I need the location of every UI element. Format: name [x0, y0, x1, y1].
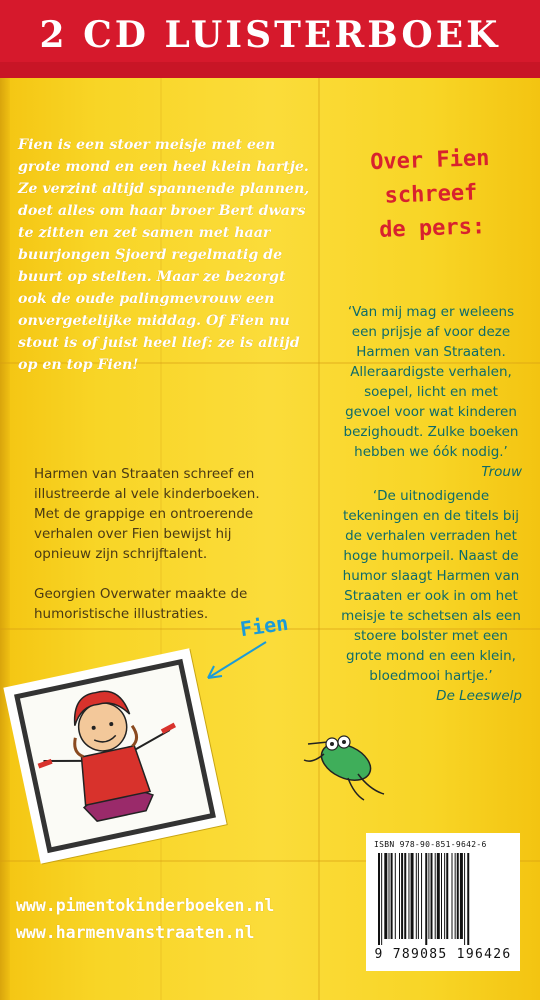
barcode-bar [437, 853, 440, 939]
press-heading-line: schreef [384, 180, 478, 209]
quote-source: De Leeswelp [436, 688, 522, 704]
barcode-bar [401, 853, 403, 939]
barcode-bar [425, 853, 427, 945]
barcode-bar [428, 853, 429, 939]
author-bio: Harmen van Straaten schreef en illustreerde al vele kinderboeken. Met de grappige en ontroerende verhalen over Fien bewijst hij opnieuw zijn schrijftalent. [34, 466, 260, 562]
isbn-text: ISBN 978-90-851-9642-6 [374, 840, 487, 849]
press-quote [340, 302, 522, 482]
polaroid-illustration [3, 648, 226, 864]
banner-title: 2 CD LUISTERBOEK [39, 14, 501, 56]
press-heading-line: de pers: [378, 214, 486, 243]
barcode-bar [389, 853, 390, 939]
top-banner [0, 0, 540, 78]
barcode-panel [366, 833, 520, 971]
barcode-bar [378, 853, 380, 945]
barcode-bar [395, 853, 396, 939]
barcode-bar [404, 853, 406, 939]
barcode-bar [381, 853, 382, 945]
barcode-bar [384, 853, 387, 939]
quote-text: ‘De uitnodigende tekeningen en de titels bij de verhalen verraden het hoge humorpeil. Naast de humor slaagt Harmen van Straaten er ook in om het meisje te schetsen als een stoere bolster met een grote mond en een klein, bloedmooi hartje.’ [341, 488, 521, 684]
barcode-bar [418, 853, 419, 939]
frog-icon [298, 724, 388, 804]
barcode-bar [467, 853, 469, 945]
blurb-text: Fien is een stoer meisje met een grote mond en een heel klein hartje. Ze verzint altijd spannende plannen, doet alles om haar broer Bert dwars te zitten en zet samen met haar buurjongen Sjoerd regelmatig de buurt op stelten. Maar ze bezorgt ook de oude palingmevrouw een onvergetelijke middag. Of Fien nu stout is of juist heel lief: ze is altijd op en top Fien! [18, 137, 310, 373]
barcode-bar [457, 853, 459, 939]
arrow-icon [200, 636, 270, 686]
barcode-bar [411, 853, 414, 939]
grid-line [318, 78, 320, 1000]
barcode-digits: 9 789085 196426 [374, 947, 512, 962]
barcode-bar [399, 853, 400, 939]
barcode-bar [464, 853, 465, 945]
link-pimento[interactable]: www.pimentokinderboeken.nl [16, 896, 275, 915]
quote-source: Trouw [481, 464, 522, 480]
barcode-bar [416, 853, 417, 939]
press-heading-line: Over Fien [369, 145, 490, 176]
girl-illustration [14, 659, 216, 853]
spine-fold [0, 0, 10, 1000]
barcode-bar [441, 853, 442, 939]
barcode-icon [376, 853, 510, 945]
barcode-bar [391, 853, 393, 939]
barcode-bar [452, 853, 453, 939]
quote-text: ‘Van mij mag er weleens een prijsje af voor deze Harmen van Straaten. Alleraardigste verhalen, soepel, licht en met gevoel voor wat kinderen bezighoudt. Zulke boeken hebben we óók nodig.’ [343, 304, 519, 460]
barcode-bar [431, 853, 433, 939]
illustrator-bio: Georgien Overwater maakte de humoristische illustraties. [34, 586, 248, 622]
website-links [16, 892, 346, 946]
press-heading [344, 141, 517, 249]
barcode-bar [460, 853, 463, 939]
girl-drawing-icon [20, 667, 196, 835]
barcode-bar [446, 853, 448, 939]
barcode-bar [408, 853, 409, 939]
barcode-bar [421, 853, 422, 939]
barcode-bar [444, 853, 445, 939]
barcode-bar [455, 853, 456, 939]
press-quote [340, 486, 522, 706]
illustration-label: Fien [238, 610, 290, 642]
link-author[interactable]: www.harmenvanstraaten.nl [16, 923, 255, 942]
barcode-bar [435, 853, 436, 939]
